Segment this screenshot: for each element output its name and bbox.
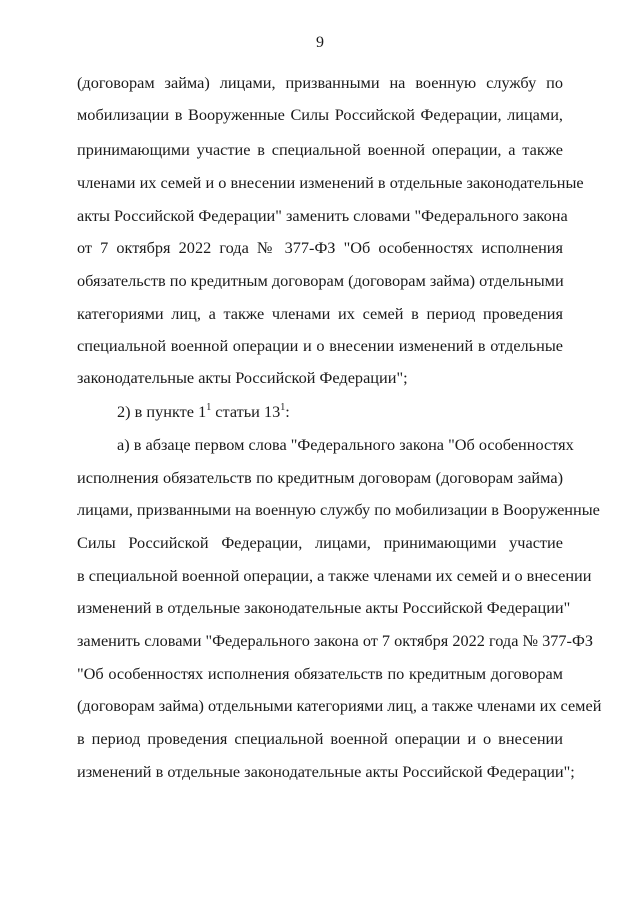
text-line: заменить словами "Федерального закона от 7 октября 2022 года № 377-ФЗ <box>77 631 593 650</box>
text-line: Силы Российской Федерации, лицами, принимающими участие <box>77 533 563 552</box>
text-line: изменений в отдельные законодательные акты Российской Федерации" <box>77 598 571 617</box>
text-line: категориями лиц, а также членами их семей в период проведения <box>77 304 563 323</box>
text-line: в период проведения специальной военной операции и о внесении <box>77 729 563 748</box>
text-line: законодательные акты Российской Федерации"; <box>77 368 408 387</box>
text-line: специальной военной операции и о внесении изменений в отдельные <box>77 336 563 355</box>
text-line: (договорам займа) лицами, призванными на военную службу по <box>77 73 563 92</box>
item-2-prefix: 2) в пункте 1 <box>117 402 207 421</box>
text-line: в специальной военной операции, а также членами их семей и о внесении <box>77 566 592 585</box>
page-number: 9 <box>316 34 324 51</box>
text-line: акты Российской Федерации" заменить словами "Федерального закона <box>77 206 568 225</box>
text-line: (договорам займа) отдельными категориями лиц, а также членами их семей <box>77 696 602 715</box>
text-line: от 7 октября 2022 года № 377-ФЗ "Об особенностях исполнения <box>77 238 563 257</box>
item-2-heading <box>117 402 563 422</box>
text-line: обязательств по кредитным договорам (договорам займа) отдельными <box>77 271 564 290</box>
text-line: принимающими участие в специальной военной операции, а также <box>77 140 563 159</box>
text-line: членами их семей и о внесении изменений в отдельные законодательные <box>77 173 584 192</box>
text-line: лицами, призванными на военную службу по мобилизации в Вооруженные <box>77 500 600 519</box>
item-2-middle: статьи 13 <box>211 402 281 421</box>
text-line: "Об особенностях исполнения обязательств по кредитным договорам <box>77 664 563 683</box>
item-2-sup-1: 1 <box>206 402 212 413</box>
item-2-sup-2: 1 <box>280 402 286 413</box>
item-2-suffix: : <box>285 402 290 421</box>
text-line: мобилизации в Вооруженные Силы Российской Федерации, лицами, <box>77 105 563 124</box>
text-line: исполнения обязательств по кредитным договорам (договорам займа) <box>77 468 563 487</box>
text-line: а) в абзаце первом слова "Федерального закона "Об особенностях <box>117 435 574 454</box>
text-line: изменений в отдельные законодательные акты Российской Федерации"; <box>77 762 575 781</box>
